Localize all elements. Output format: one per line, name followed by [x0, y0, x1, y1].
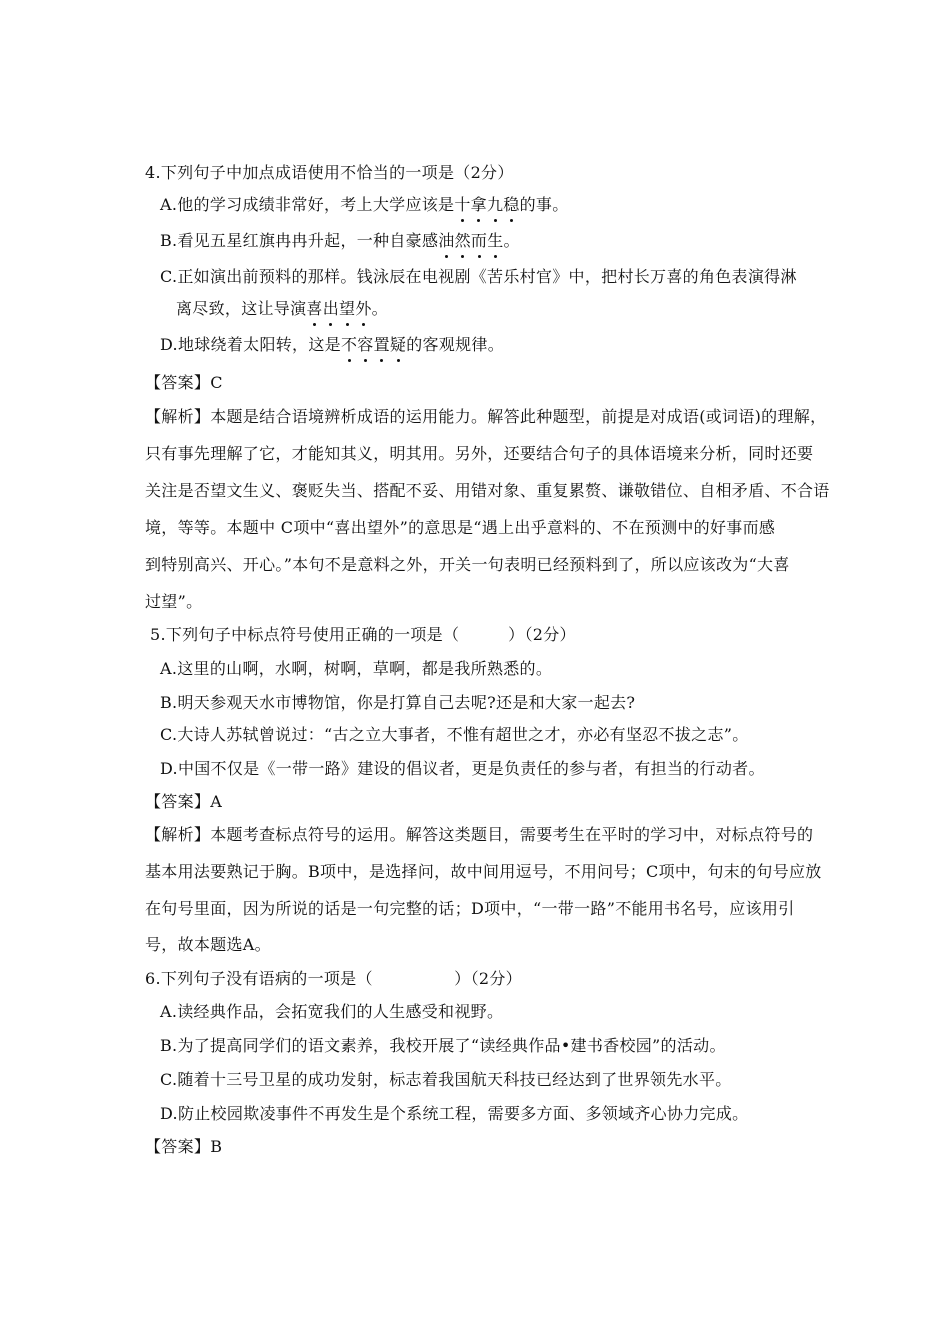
q6-answer: 【答案】B	[145, 1137, 223, 1156]
q4-stem: 4.下列句子中加点成语使用不恰当的一项是（2分）	[145, 163, 514, 182]
q4-option-d	[160, 332, 504, 355]
q4-option-a	[160, 192, 569, 215]
q4-option-b-tail: 。	[503, 231, 520, 250]
q4-option-a-text: A.他的学习成绩非常好，考上大学应该是	[160, 195, 455, 214]
q4-option-a-idiom	[454, 195, 519, 214]
q4-option-b-text: B.看见五星红旗冉冉升起，一种自豪感	[160, 231, 439, 250]
q4-analysis-line-1: 【解析】本题是结合语境辨析成语的运用能力。解答此种题型，前提是对成语(或词语)的理解，	[145, 407, 827, 426]
q4-option-c-text: 离尽致，这让导演	[176, 299, 307, 318]
q4-answer: 【答案】C	[145, 373, 223, 392]
q5-analysis-line-1: 【解析】本题考查标点符号的运用。解答这类题目，需要考生在平时的学习中，对标点符号的	[145, 825, 814, 844]
q4-analysis-line-2: 只有事先理解了它，才能知其义，明其用。另外，还要结合句子的具体语境来分析，同时还要	[145, 444, 814, 463]
emphasis-char: 拿	[471, 192, 487, 215]
q4-analysis-line-6: 过望”。	[145, 592, 203, 611]
q5-analysis-line-3: 在句号里面，因为所说的话是一句完整的话；D项中，“一带一路”不能用书名号，应该用引	[145, 899, 795, 918]
q4-option-d-idiom	[341, 335, 406, 354]
q5-analysis-line-2: 基本用法要熟记于胸。B项中，是选择问，故中间用逗号，不用问号；C项中，句末的句号应放	[145, 862, 822, 881]
emphasis-char: 不	[341, 332, 357, 355]
emphasis-char: 外	[355, 296, 371, 319]
q5-option-d: D.中国不仅是《一带一路》建设的倡议者，更是负责任的参与者，有担当的行动者。	[160, 759, 765, 778]
emphasis-char: 容	[357, 332, 373, 355]
emphasis-char: 置	[374, 332, 390, 355]
q6-option-a: A.读经典作品，会拓宽我们的人生感受和视野。	[160, 1002, 504, 1021]
emphasis-char: 十	[454, 192, 470, 215]
emphasis-char: 而	[471, 228, 487, 251]
q4-option-c-line1: C.正如演出前预料的那样。钱泳辰在电视剧《苦乐村官》中，把村长万喜的角色表演得淋	[160, 267, 797, 286]
emphasis-char: 望	[339, 296, 355, 319]
q5-analysis-line-4: 号，故本题选A。	[145, 935, 271, 954]
q4-option-d-tail: 的客观规律。	[406, 335, 505, 354]
emphasis-char: 油	[438, 228, 454, 251]
q4-analysis-line-5: 到特别高兴、开心。”本句不是意料之外，开关一句表明已经预料到了，所以应该改为“大喜	[145, 555, 790, 574]
emphasis-char: 然	[455, 228, 471, 251]
q4-option-c-tail: 。	[371, 299, 388, 318]
q4-option-a-tail: 的事。	[519, 195, 569, 214]
q4-analysis-line-4: 境，等等。本题中 C项中“喜出望外”的意思是“遇上出乎意料的、不在预测中的好事而感	[145, 518, 776, 537]
q6-option-d: D.防止校园欺凌事件不再发生是个系统工程，需要多方面、多领域齐心协力完成。	[160, 1104, 749, 1123]
q5-option-b: B.明天参观天水市博物馆，你是打算自己去呢?还是和大家一起去?	[160, 693, 636, 712]
q5-answer: 【答案】A	[145, 792, 223, 811]
emphasis-char: 生	[487, 228, 503, 251]
q4-option-b	[160, 228, 520, 251]
q6-option-c: C.随着十三号卫星的成功发射，标志着我国航天科技已经达到了世界领先水平。	[160, 1070, 732, 1089]
emphasis-char: 九	[487, 192, 503, 215]
q5-option-a: A.这里的山啊，水啊，树啊，草啊，都是我所熟悉的。	[160, 659, 553, 678]
q6-option-b: B.为了提高同学们的语文素养，我校开展了“读经典作品•建书香校园”的活动。	[160, 1036, 726, 1055]
q4-option-d-text: D.地球绕着太阳转，这是	[160, 335, 341, 354]
q4-option-c-idiom	[306, 299, 371, 318]
emphasis-char: 稳	[503, 192, 519, 215]
q5-option-c: C.大诗人苏轼曾说过：“古之立大事者，不惟有超世之才，亦必有坚忍不拔之志”。	[160, 725, 749, 744]
emphasis-char: 疑	[390, 332, 406, 355]
q5-stem: 5.下列句子中标点符号使用正确的一项是（ ）（2分）	[150, 625, 576, 644]
q4-option-c-line2	[176, 296, 388, 319]
q4-analysis-line-3: 关注是否望文生义、褒贬失当、搭配不妥、用错对象、重复累赘、谦敬错位、自相矛盾、不合语	[145, 481, 830, 500]
q4-option-b-idiom	[438, 231, 503, 250]
emphasis-char: 出	[323, 296, 339, 319]
q6-stem: 6.下列句子没有语病的一项是（ ）（2分）	[145, 969, 522, 988]
emphasis-char: 喜	[306, 296, 322, 319]
